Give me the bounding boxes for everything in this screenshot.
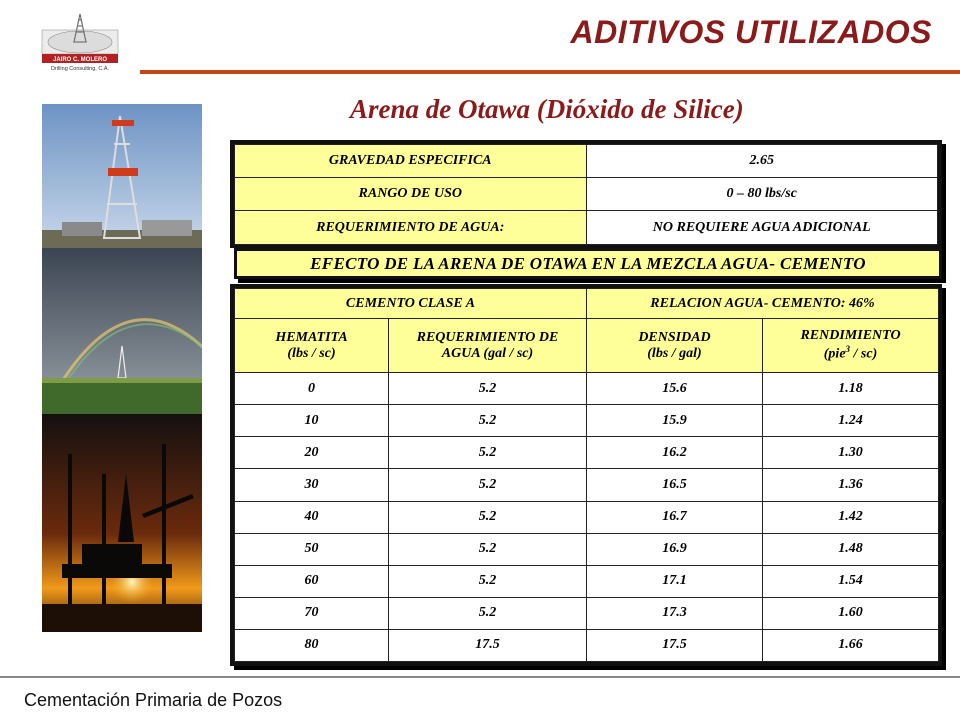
hematita-cell: 30 <box>235 469 389 501</box>
drilling-rig-photo <box>42 104 202 248</box>
densidad-cell: 15.6 <box>587 373 763 405</box>
hematita-cell: 50 <box>235 533 389 565</box>
logo-tagline: Drilling Consulting, C.A. <box>50 66 110 72</box>
rendimiento-cell: 1.18 <box>763 373 939 405</box>
company-logo <box>40 12 120 74</box>
property-row <box>235 178 938 211</box>
header-line-2: (lbs / sc) <box>287 345 336 361</box>
rendimiento-cell: 1.30 <box>763 437 939 469</box>
header-unit-sup: 3 <box>845 344 851 355</box>
densidad-cell: 17.5 <box>587 629 763 661</box>
property-label: REQUERIMIENTO DE AGUA: <box>235 211 587 245</box>
efecto-heading: EFECTO DE LA ARENA DE OTAWA EN LA MEZCLA AGUA- CEMENTO <box>234 248 942 279</box>
densidad-cell: 16.7 <box>587 501 763 533</box>
hematita-cell: 0 <box>235 373 389 405</box>
table-row <box>235 565 939 597</box>
agua-cell: 5.2 <box>389 501 587 533</box>
column-header-agua <box>389 319 587 373</box>
rendimiento-cell: 1.36 <box>763 469 939 501</box>
agua-cell: 5.2 <box>389 437 587 469</box>
rendimiento-cell: 1.54 <box>763 565 939 597</box>
property-row <box>235 145 938 178</box>
header-line-1: RENDIMIENTO <box>800 328 901 344</box>
data-panel <box>230 284 942 666</box>
table-row <box>235 469 939 501</box>
table-body <box>235 373 939 662</box>
footer-divider <box>0 676 960 678</box>
column-header-hematita <box>235 319 389 373</box>
rendimiento-cell: 1.24 <box>763 405 939 437</box>
header-line-1: REQUERIMIENTO DE <box>416 329 559 345</box>
densidad-cell: 17.3 <box>587 597 763 629</box>
densidad-cell: 17.1 <box>587 565 763 597</box>
property-value: NO REQUIERE AGUA ADICIONAL <box>586 211 938 245</box>
relacion-label: RELACION AGUA- CEMENTO: 46% <box>587 289 939 319</box>
hematita-table <box>234 288 939 662</box>
table-row <box>235 373 939 405</box>
property-label: RANGO DE USO <box>235 178 587 211</box>
agua-cell: 5.2 <box>389 597 587 629</box>
densidad-cell: 16.9 <box>587 533 763 565</box>
logo-name: JAIRO C. MOLERO <box>52 57 108 63</box>
agua-cell: 17.5 <box>389 629 587 661</box>
property-label: GRAVEDAD ESPECIFICA <box>235 145 587 178</box>
table-row <box>235 501 939 533</box>
hematita-cell: 60 <box>235 565 389 597</box>
hematita-cell: 20 <box>235 437 389 469</box>
rendimiento-cell: 1.42 <box>763 501 939 533</box>
densidad-cell: 15.9 <box>587 405 763 437</box>
rendimiento-cell: 1.66 <box>763 629 939 661</box>
header-line-2: (lbs / gal) <box>647 345 702 361</box>
table-row <box>235 437 939 469</box>
cemento-label: CEMENTO CLASE A <box>235 289 587 319</box>
title-underline <box>140 70 960 74</box>
rendimiento-cell: 1.48 <box>763 533 939 565</box>
agua-cell: 5.2 <box>389 373 587 405</box>
table-row <box>235 405 939 437</box>
densidad-cell: 16.2 <box>587 437 763 469</box>
property-value: 0 – 80 lbs/sc <box>586 178 938 211</box>
hematita-cell: 10 <box>235 405 389 437</box>
table-row <box>235 533 939 565</box>
header-line-1: DENSIDAD <box>638 329 711 345</box>
agua-cell: 5.2 <box>389 469 587 501</box>
column-header-rendimiento <box>763 319 939 373</box>
header-line-2 <box>763 344 938 363</box>
hematita-cell: 80 <box>235 629 389 661</box>
cemento-row <box>235 289 939 319</box>
column-header-row <box>235 319 939 373</box>
agua-cell: 5.2 <box>389 405 587 437</box>
table-row <box>235 629 939 661</box>
hematita-cell: 40 <box>235 501 389 533</box>
agua-cell: 5.2 <box>389 533 587 565</box>
header-line-2: AGUA (gal / sc) <box>441 345 534 361</box>
agua-cell: 5.2 <box>389 565 587 597</box>
property-row <box>235 211 938 245</box>
densidad-cell: 16.5 <box>587 469 763 501</box>
hematita-cell: 70 <box>235 597 389 629</box>
properties-table <box>234 144 938 245</box>
header-unit-pre: (pie <box>823 346 846 362</box>
rendimiento-cell: 1.60 <box>763 597 939 629</box>
header-unit-post: / sc) <box>850 346 878 362</box>
offshore-platform-sunset-photo <box>42 414 202 632</box>
properties-panel <box>230 140 942 248</box>
slide-subtitle: Arena de Otawa (Dióxido de Silice) <box>350 94 744 124</box>
slide-title: ADITIVOS UTILIZADOS <box>570 14 932 50</box>
column-header-densidad <box>587 319 763 373</box>
rainbow-field-rig-photo <box>42 248 202 414</box>
property-value: 2.65 <box>586 145 938 178</box>
table-row <box>235 597 939 629</box>
footer-text: Cementación Primaria de Pozos <box>24 690 283 710</box>
header-line-1: HEMATITA <box>275 329 348 345</box>
